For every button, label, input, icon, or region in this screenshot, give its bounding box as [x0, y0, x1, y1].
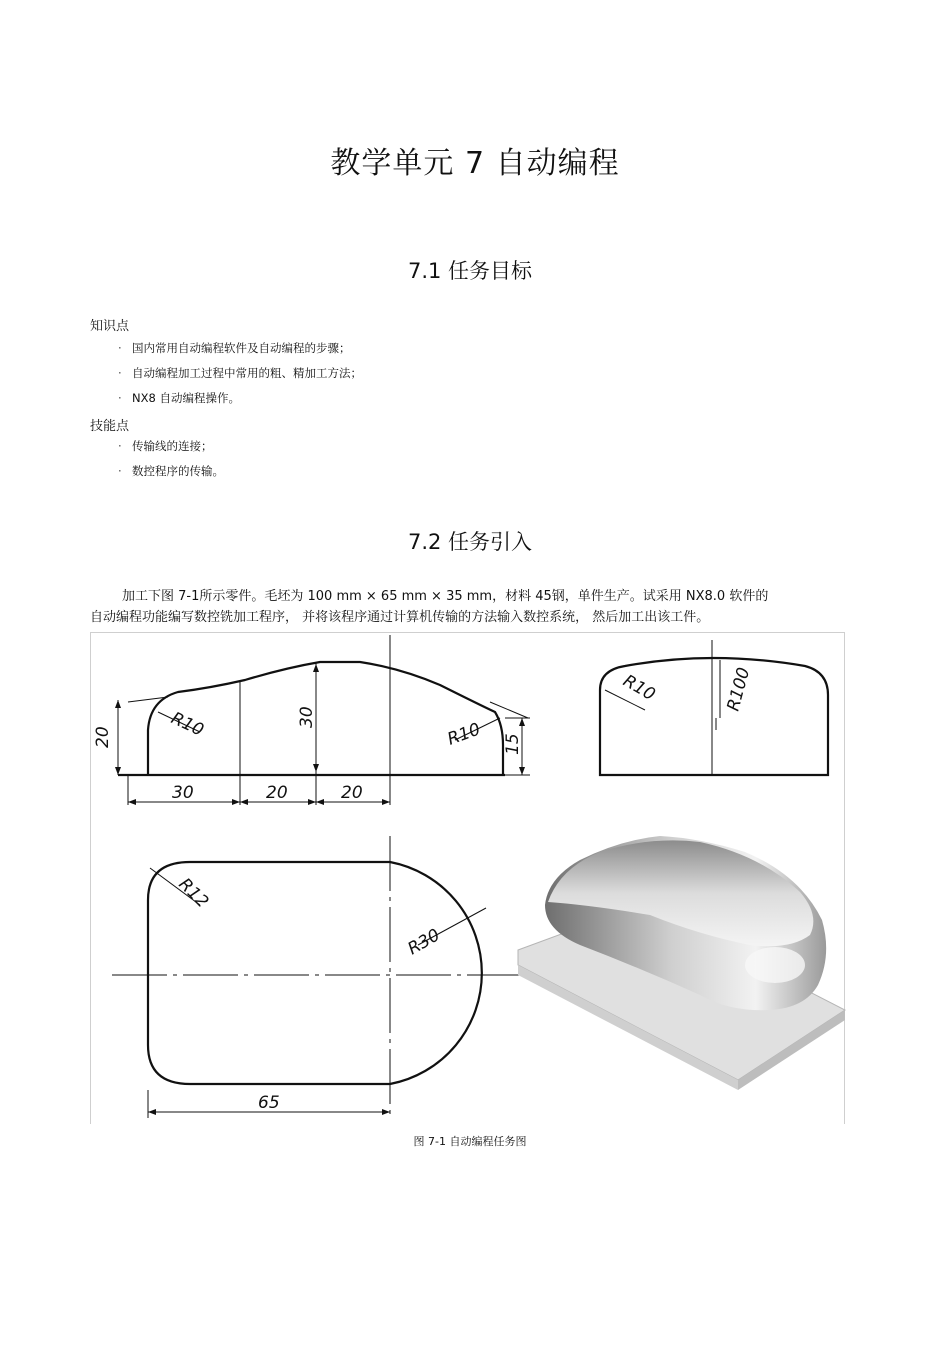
dim-r12: R12: [174, 874, 213, 913]
knowledge-label: 知识点: [90, 319, 130, 334]
dim-20-width-a: 20: [266, 783, 288, 803]
skill-label: 技能点: [90, 419, 130, 434]
dim-20-width-b: 20: [341, 783, 363, 803]
side-view: [600, 640, 828, 775]
list-item: · NX8 自动编程操作。: [118, 391, 240, 405]
list-item: · 国内常用自动编程软件及自动编程的步骤；: [118, 341, 351, 355]
dim-r30: R30: [404, 925, 444, 960]
page-title: 教学单元 7 自动编程: [330, 146, 620, 181]
list-item: · 数控程序的传输。: [118, 464, 224, 478]
dim-30-height: 30: [297, 706, 317, 728]
dim-15: 15: [503, 733, 523, 755]
dim-20-front: 20: [93, 726, 113, 748]
dim-r10-side: R10: [619, 671, 659, 706]
paragraph-line: 加工下图 7-1所示零件。毛坯为 100 mm × 65 mm × 35 mm，材料 45钢，单件生产。试采用 NX8.0 软件的: [122, 589, 769, 604]
part-3d-render: [518, 836, 845, 1090]
section-heading-intro: 7.2 任务引入: [407, 530, 533, 554]
section-heading-goals: 7.1 任务目标: [407, 259, 533, 283]
dim-65: 65: [258, 1093, 280, 1113]
list-item-text: NX8 自动编程操作。: [132, 391, 240, 405]
paragraph-line: 自动编程功能编写数控铣加工程序， 并将该程序通过计算机传输的方法输入数控系统， 然后加工出该工件。: [90, 610, 710, 625]
dim-r10-left: R10: [167, 708, 207, 741]
list-item: · 自动编程加工过程中常用的粗、精加工方法；: [118, 366, 362, 380]
list-item-text: 传输线的连接；: [132, 439, 213, 453]
list-item-text: 国内常用自动编程软件及自动编程的步骤；: [132, 341, 351, 355]
top-view: [112, 836, 530, 1118]
list-item: · 传输线的连接；: [118, 439, 213, 453]
figure-caption: 图 7-1 自动编程任务图: [413, 1135, 527, 1148]
list-item-text: 自动编程加工过程中常用的粗、精加工方法；: [132, 366, 362, 380]
dim-30-width: 30: [172, 783, 194, 803]
dim-r100: R100: [723, 665, 755, 714]
dim-r10-right: R10: [444, 719, 484, 750]
list-item-text: 数控程序的传输。: [132, 464, 224, 478]
